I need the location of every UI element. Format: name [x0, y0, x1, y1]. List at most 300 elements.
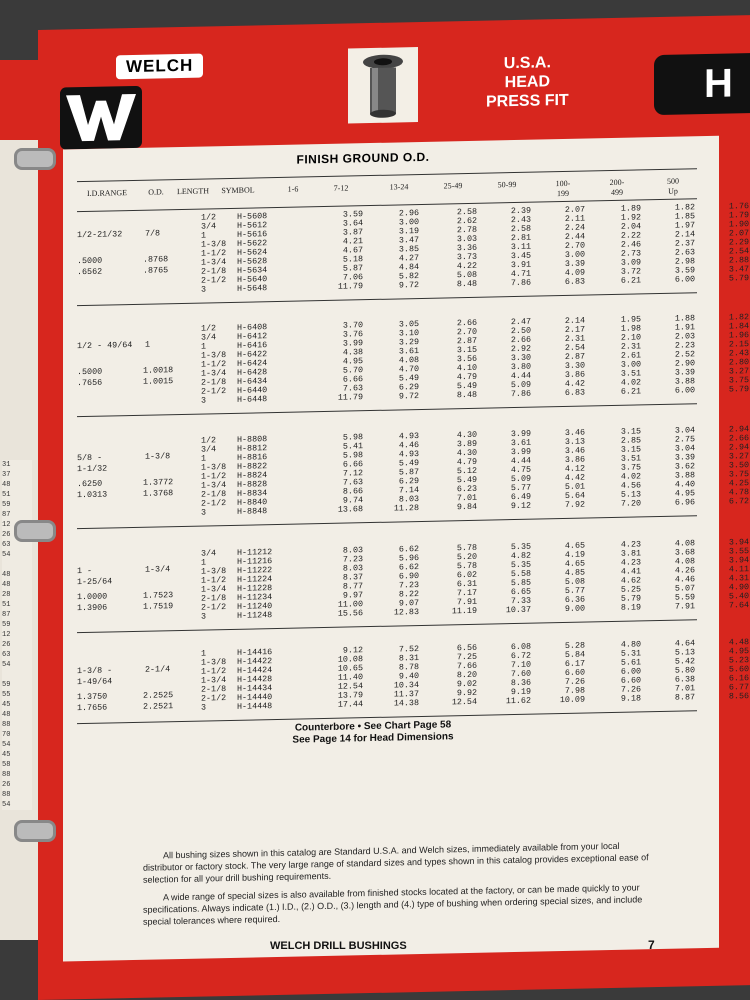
- price-cell: 2.78: [456, 224, 477, 236]
- price-cell: 4.82: [510, 550, 531, 562]
- price-cell: 3.11: [510, 241, 531, 253]
- symbol-cell: H-6434: [237, 376, 268, 387]
- symbol-cell: H-8848: [237, 506, 268, 517]
- length-cell: 2-1/8: [201, 266, 227, 277]
- price-cell: 4.23: [620, 539, 641, 550]
- id-range-decimal: .5000 .7656: [77, 366, 103, 389]
- catalog-page: [38, 15, 750, 1000]
- price-cell: 7.01: [456, 492, 477, 504]
- price-cell: 10.65: [337, 663, 363, 674]
- price-cell: 2.14: [564, 315, 585, 326]
- column-header: I.D.RANGE: [87, 188, 127, 198]
- price-cell: 6.21: [620, 386, 641, 397]
- price-cell: 3.68: [674, 547, 695, 558]
- price-cell: 3.70: [342, 320, 363, 331]
- price-cell: 11.40: [337, 672, 363, 683]
- price-cell: 7.91: [674, 601, 695, 612]
- symbol-cell: H-5624: [237, 247, 268, 258]
- price-cell: 7.23: [398, 580, 419, 591]
- price-cell: 2.87: [564, 351, 585, 362]
- price-cell: 2.58: [510, 223, 531, 235]
- price-cell: 1.95: [620, 314, 641, 325]
- price-cell: 6.56: [456, 642, 477, 654]
- price-cell: 8.77: [342, 581, 363, 592]
- price-cell: 4.30: [456, 429, 477, 441]
- price-cell: 1.89: [620, 203, 641, 214]
- price-cell: 3.99: [342, 338, 363, 349]
- left-page-number: [2, 670, 32, 680]
- left-page-number: 48: [2, 581, 11, 589]
- price-cell: 1.92: [620, 212, 641, 223]
- price-cell: 5.98: [342, 432, 363, 443]
- price-cell: 5.79: [728, 384, 749, 395]
- price-cell: 3.30: [564, 360, 585, 371]
- length-cell: 1-3/4: [201, 368, 227, 379]
- price-cell: 6.49: [510, 491, 531, 503]
- price-cell: 6.29: [398, 476, 419, 487]
- length-cell: 2-1/2: [201, 275, 227, 286]
- price-cell: 4.79: [456, 456, 477, 468]
- price-cell: 7.98: [564, 685, 585, 696]
- price-cell: 5.41: [342, 441, 363, 452]
- symbol-cell: H-6448: [237, 394, 268, 405]
- symbol-cell: H-11240: [237, 601, 273, 612]
- left-page-number: [2, 560, 32, 570]
- left-page-number: 26: [2, 531, 11, 539]
- price-cell: 4.09: [564, 267, 585, 278]
- price-cell: 6.66: [342, 459, 363, 470]
- price-cell: 7.33: [510, 595, 531, 607]
- price-cell: 3.85: [398, 244, 419, 255]
- length-cell: 1: [201, 557, 207, 568]
- price-cell: 4.23: [620, 557, 641, 568]
- length-cell: 1-1/2: [201, 471, 227, 482]
- length-cell: 3/4: [201, 332, 217, 343]
- price-cell: 8.48: [456, 389, 477, 401]
- brand-label: WELCH: [116, 54, 203, 80]
- price-cell: 2.24: [564, 222, 585, 233]
- column-header: 1-6: [287, 184, 299, 194]
- length-cell: 3: [201, 507, 207, 518]
- price-cell: 3.64: [342, 218, 363, 229]
- price-cell: 4.31: [728, 573, 749, 584]
- price-cell: 7.91: [456, 596, 477, 608]
- price-cell: 4.46: [674, 574, 695, 585]
- price-cell: 3.51: [620, 368, 641, 379]
- price-cell: 2.66: [510, 334, 531, 346]
- price-cell: 3.61: [510, 437, 531, 449]
- length-cell: 3: [201, 611, 207, 622]
- price-cell: 3.00: [398, 217, 419, 228]
- price-cell: 4.64: [674, 638, 695, 649]
- price-cell: 5.18: [342, 254, 363, 265]
- length-cell: 3: [201, 395, 207, 406]
- price-cell: 5.85: [510, 577, 531, 589]
- price-cell: 8.03: [398, 494, 419, 505]
- price-cell: 2.66: [456, 317, 477, 329]
- price-cell: 5.79: [620, 593, 641, 604]
- length-cell: 1-1/2: [201, 248, 227, 259]
- price-cell: 6.72: [728, 496, 749, 507]
- price-cell: 7.25: [456, 651, 477, 663]
- footer-paragraph-2: A wide range of special sizes is also available from finished stocks located at the factory, or can be made quickly to your specifications. Always indicate (1.) I.D., (2.) O.D., (3.) length and (4.) type of bushing when ordering special sizes, and include special tolerances where required.: [143, 882, 643, 927]
- table-title: FINISH GROUND O.D.: [296, 149, 430, 167]
- left-page-number: 88: [2, 721, 11, 729]
- left-page-number: 87: [2, 511, 11, 519]
- left-page-number: 54: [2, 801, 11, 809]
- price-cell: 4.30: [456, 447, 477, 459]
- price-cell: 2.88: [728, 255, 749, 266]
- price-cell: 2.54: [728, 246, 749, 257]
- price-cell: 1.79: [728, 210, 749, 221]
- id-range: 5/8 - 1-1/32: [77, 452, 108, 475]
- price-cell: 12.54: [337, 681, 363, 692]
- divider: [77, 619, 697, 633]
- symbol-cell: H-6416: [237, 340, 268, 351]
- left-page-number: 45: [2, 751, 11, 759]
- price-cell: 2.43: [510, 214, 531, 226]
- price-cell: 4.08: [674, 538, 695, 549]
- price-cell: 4.38: [342, 347, 363, 358]
- left-page-number: 37: [2, 471, 11, 479]
- price-cell: 8.31: [398, 653, 419, 664]
- price-cell: 2.52: [674, 349, 695, 360]
- symbol-cell: H-6440: [237, 385, 268, 396]
- price-cell: 6.60: [564, 667, 585, 678]
- price-cell: 3.46: [564, 445, 585, 456]
- price-cell: 6.08: [510, 641, 531, 653]
- price-cell: 3.30: [510, 352, 531, 364]
- price-cell: 8.56: [728, 691, 749, 702]
- price-cell: 3.62: [674, 461, 695, 472]
- price-cell: 9.74: [342, 495, 363, 506]
- price-cell: 1.90: [728, 219, 749, 230]
- symbol-cell: H-8816: [237, 452, 268, 463]
- price-cell: 4.62: [620, 575, 641, 586]
- price-cell: 1.91: [674, 322, 695, 333]
- price-cell: 11.28: [393, 503, 419, 514]
- od-decimal: 2.2525 2.2521: [143, 690, 174, 712]
- left-page-number: 88: [2, 771, 11, 779]
- price-cell: 5.08: [564, 576, 585, 587]
- price-cell: 3.94: [728, 537, 749, 548]
- left-page-number: 70: [2, 731, 11, 739]
- price-cell: 5.58: [510, 568, 531, 580]
- left-page-numbers: [2, 460, 32, 810]
- price-cell: 2.54: [564, 342, 585, 353]
- price-cell: 5.08: [456, 269, 477, 281]
- price-cell: 8.37: [342, 572, 363, 583]
- price-cell: 11.00: [337, 599, 363, 610]
- price-cell: 6.83: [564, 387, 585, 398]
- id-range: 1/2-21/32: [77, 229, 123, 241]
- price-cell: 5.23: [728, 655, 749, 666]
- binder-ring: [14, 820, 56, 842]
- price-cell: 2.11: [564, 213, 585, 224]
- symbol-cell: H-11212: [237, 547, 273, 558]
- price-cell: 6.65: [510, 586, 531, 598]
- price-cell: 3.39: [564, 258, 585, 269]
- price-cell: 9.72: [398, 280, 419, 291]
- symbol-cell: H-5634: [237, 265, 268, 276]
- price-cell: 14.38: [393, 698, 419, 709]
- left-page-number: 28: [2, 591, 11, 599]
- price-cell: 9.12: [510, 500, 531, 512]
- symbol-cell: H-5628: [237, 256, 268, 267]
- price-cell: 7.60: [510, 668, 531, 680]
- price-cell: 9.40: [398, 671, 419, 682]
- page-number: 7: [648, 938, 655, 952]
- price-cell: 2.04: [620, 221, 641, 232]
- price-cell: 5.70: [342, 365, 363, 376]
- price-cell: 2.47: [510, 316, 531, 328]
- price-cell: 3.04: [674, 443, 695, 454]
- price-cell: 3.00: [620, 359, 641, 370]
- column-header: 13-24: [389, 182, 409, 192]
- price-cell: 5.98: [342, 450, 363, 461]
- id-range: 1 - 1-25/64: [77, 565, 113, 588]
- length-cell: 2-1/2: [201, 386, 227, 397]
- left-page-number: 26: [2, 641, 11, 649]
- price-cell: 1.82: [728, 312, 749, 323]
- price-cell: 7.92: [564, 499, 585, 510]
- price-cell: 2.03: [674, 331, 695, 342]
- price-cell: 3.59: [342, 209, 363, 220]
- price-cell: 12.83: [393, 607, 419, 618]
- price-cell: 3.89: [456, 438, 477, 450]
- price-cell: 7.64: [728, 600, 749, 611]
- price-cell: 7.20: [620, 498, 641, 509]
- price-cell: 2.43: [728, 348, 749, 359]
- column-header: 500 Up: [667, 176, 679, 196]
- price-cell: 4.80: [620, 639, 641, 650]
- price-cell: 3.59: [674, 265, 695, 276]
- size-group: [77, 312, 749, 406]
- price-cell: 4.56: [620, 480, 641, 491]
- price-cell: 2.39: [510, 205, 531, 217]
- left-page-number: 54: [2, 551, 11, 559]
- price-cell: 4.65: [564, 558, 585, 569]
- symbol-cell: H-14422: [237, 656, 273, 667]
- price-cell: 4.44: [510, 455, 531, 467]
- price-cell: 2.31: [620, 341, 641, 352]
- length-cell: 3/4: [201, 221, 217, 232]
- divider: [77, 403, 697, 417]
- symbol-cell: H-14440: [237, 692, 273, 703]
- length-cell: 1-1/2: [201, 666, 227, 677]
- price-cell: 3.86: [564, 454, 585, 465]
- od-decimal: 1.0018 1.0015: [143, 365, 174, 387]
- price-cell: 1.96: [728, 330, 749, 341]
- price-cell: 4.93: [398, 431, 419, 442]
- column-header: 50-99: [497, 179, 517, 190]
- price-cell: 4.41: [620, 566, 641, 577]
- price-cell: 3.80: [510, 361, 531, 373]
- symbol-cell: H-5612: [237, 220, 268, 231]
- price-cell: 6.60: [620, 675, 641, 686]
- price-cell: 4.70: [398, 364, 419, 375]
- left-page-number: 55: [2, 691, 11, 699]
- od-size: 1-3/8: [145, 451, 171, 462]
- price-cell: 6.21: [620, 275, 641, 286]
- price-cell: 7.12: [342, 468, 363, 479]
- price-cell: 6.66: [342, 374, 363, 385]
- price-cell: 3.13: [564, 436, 585, 447]
- column-header: 200- 499: [609, 177, 625, 197]
- price-cell: 4.10: [456, 362, 477, 374]
- length-cell: 2-1/2: [201, 602, 227, 613]
- price-cell: 3.27: [728, 451, 749, 462]
- price-cell: 3.47: [728, 264, 749, 275]
- length-cell: 1: [201, 648, 207, 659]
- length-cell: 1-3/4: [201, 675, 227, 686]
- length-cell: 1-3/8: [201, 239, 227, 250]
- price-cell: 6.90: [398, 571, 419, 582]
- price-cell: 5.79: [728, 273, 749, 284]
- length-cell: 1/2: [201, 435, 217, 446]
- left-page-number: 12: [2, 521, 11, 529]
- symbol-cell: H-6424: [237, 358, 268, 369]
- price-cell: 4.02: [620, 377, 641, 388]
- title-line-2: HEAD: [504, 73, 551, 92]
- price-cell: 5.35: [510, 541, 531, 553]
- price-cell: 4.78: [728, 487, 749, 498]
- price-cell: 3.29: [398, 337, 419, 348]
- price-cell: 2.80: [728, 357, 749, 368]
- symbol-cell: H-11222: [237, 565, 273, 576]
- price-cell: 6.72: [510, 650, 531, 662]
- left-page-number: 51: [2, 491, 11, 499]
- price-cell: 3.55: [728, 546, 749, 557]
- symbol-cell: H-5640: [237, 274, 268, 285]
- price-cell: 4.65: [564, 540, 585, 551]
- length-cell: 1-3/8: [201, 566, 227, 577]
- price-cell: 3.39: [674, 452, 695, 463]
- price-cell: 7.86: [510, 277, 531, 289]
- price-cell: 2.50: [510, 325, 531, 337]
- length-cell: 1-3/4: [201, 480, 227, 491]
- price-cell: 4.19: [564, 549, 585, 560]
- price-cell: 3.56: [456, 353, 477, 365]
- price-cell: 6.31: [456, 578, 477, 590]
- price-cell: 4.93: [398, 449, 419, 460]
- price-cell: 6.62: [398, 544, 419, 555]
- bushing-image: [348, 47, 418, 123]
- price-cell: 7.10: [510, 659, 531, 671]
- symbol-cell: H-5622: [237, 238, 268, 249]
- price-cell: 2.81: [510, 232, 531, 244]
- od-decimal: .8768 .8765: [143, 254, 169, 276]
- symbol-cell: H-8828: [237, 479, 268, 490]
- price-cell: 3.45: [510, 250, 531, 262]
- left-page-number: 48: [2, 481, 11, 489]
- price-cell: 7.26: [620, 684, 641, 695]
- od-size: 7/8: [145, 228, 161, 239]
- length-cell: 3: [201, 702, 207, 713]
- price-cell: 11.79: [337, 392, 363, 403]
- price-cell: 2.15: [728, 339, 749, 350]
- od-size: 2-1/4: [145, 664, 171, 675]
- price-cell: 7.17: [456, 587, 477, 599]
- price-cell: 6.17: [564, 658, 585, 669]
- length-cell: 1-1/2: [201, 575, 227, 586]
- id-range-decimal: 1.0000 1.3906: [77, 591, 108, 614]
- left-page-number: 54: [2, 661, 11, 669]
- symbol-cell: H-8824: [237, 470, 268, 481]
- price-cell: 2.10: [620, 332, 641, 343]
- od-decimal: 1.7523 1.7519: [143, 590, 174, 612]
- price-cell: 2.92: [510, 343, 531, 355]
- price-cell: 6.29: [398, 382, 419, 393]
- divider: [77, 515, 697, 529]
- price-cell: 2.94: [728, 424, 749, 435]
- id-range: 1-3/8 - 1-49/64: [77, 665, 113, 688]
- length-cell: 1-1/2: [201, 359, 227, 370]
- price-cell: 2.07: [728, 228, 749, 239]
- left-page-number: 26: [2, 781, 11, 789]
- price-cell: 3.15: [620, 426, 641, 437]
- price-cell: 3.00: [564, 249, 585, 260]
- price-cell: 13.68: [337, 504, 363, 515]
- price-cell: 7.63: [342, 477, 363, 488]
- price-cell: 4.79: [456, 371, 477, 383]
- price-cell: 2.73: [620, 248, 641, 259]
- symbol-cell: H-14434: [237, 683, 273, 694]
- price-cell: 3.50: [728, 460, 749, 471]
- price-cell: 3.36: [456, 242, 477, 254]
- price-cell: 2.70: [456, 326, 477, 338]
- price-cell: 6.38: [674, 674, 695, 685]
- price-cell: 1.97: [674, 220, 695, 231]
- price-cell: 4.08: [398, 355, 419, 366]
- length-cell: 3/4: [201, 548, 217, 559]
- price-cell: 3.99: [510, 428, 531, 440]
- left-page-number: 87: [2, 611, 11, 619]
- binder-ring: [14, 520, 56, 542]
- price-cell: 4.71: [510, 268, 531, 280]
- price-cell: 6.83: [564, 276, 585, 287]
- price-cell: 5.87: [398, 467, 419, 478]
- section-tab: H: [654, 53, 750, 115]
- price-cell: 5.78: [456, 560, 477, 572]
- price-cell: 5.49: [398, 458, 419, 469]
- od-size: 1: [145, 339, 151, 350]
- price-cell: 6.96: [674, 497, 695, 508]
- price-cell: 10.08: [337, 654, 363, 665]
- left-page-number: 51: [2, 601, 11, 609]
- symbol-cell: H-6408: [237, 322, 268, 333]
- welch-logo-icon: [60, 86, 142, 150]
- length-cell: 2-1/2: [201, 498, 227, 509]
- price-cell: 2.87: [456, 335, 477, 347]
- price-cell: 4.42: [564, 378, 585, 389]
- price-cell: 5.20: [456, 551, 477, 563]
- price-cell: 3.76: [342, 329, 363, 340]
- price-cell: 5.80: [674, 665, 695, 676]
- price-cell: 4.40: [674, 479, 695, 490]
- divider: [77, 292, 697, 306]
- length-cell: 3: [201, 284, 207, 295]
- price-cell: 4.95: [674, 488, 695, 499]
- price-cell: 7.06: [342, 272, 363, 283]
- price-cell: 9.00: [564, 603, 585, 614]
- price-cell: 7.01: [674, 683, 695, 694]
- title-line-3: PRESS FIT: [486, 91, 569, 111]
- price-cell: 8.03: [342, 563, 363, 574]
- price-cell: 4.95: [728, 646, 749, 657]
- price-cell: 3.94: [728, 555, 749, 566]
- price-cell: 12.54: [451, 696, 477, 708]
